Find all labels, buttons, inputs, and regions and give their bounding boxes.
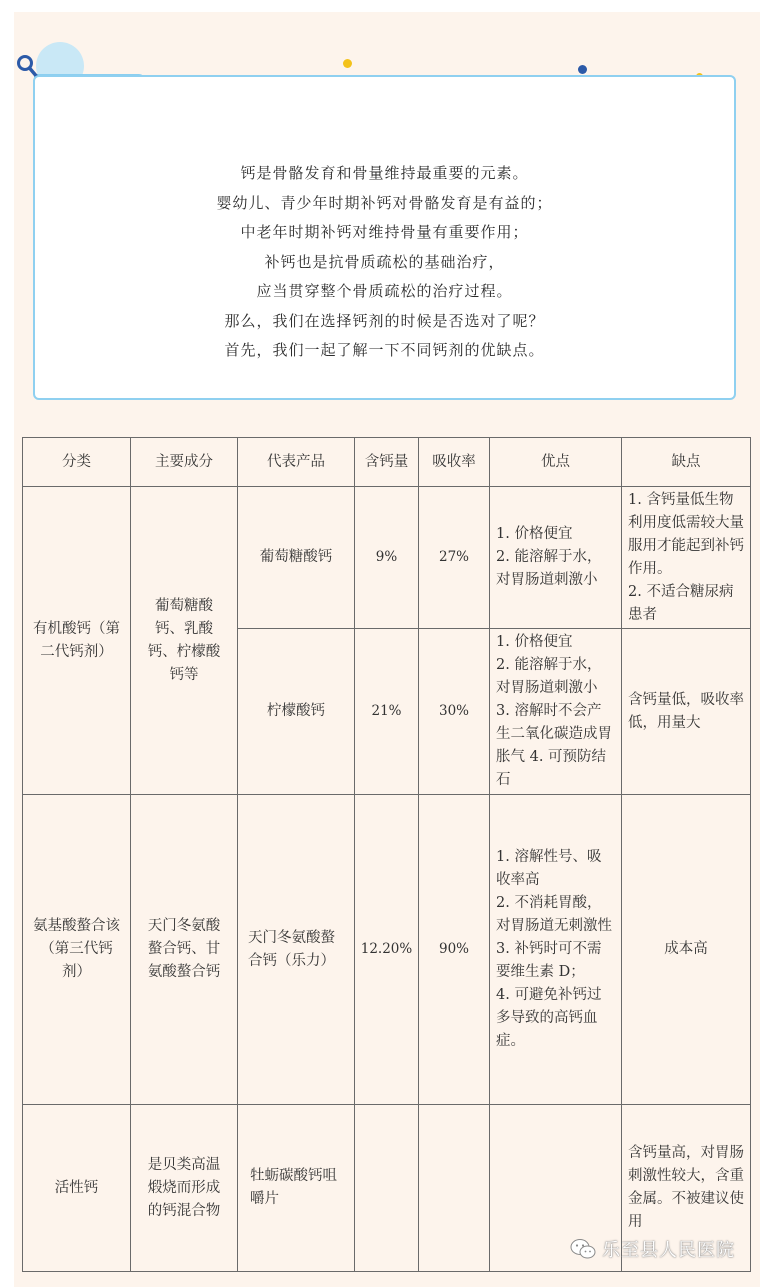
pros-item: 1. 溶解性号、吸收率高 [496, 849, 602, 888]
cons-cell: 含钙量高，对胃肠刺激性较大，含重金属。不被建议使用 [622, 1105, 751, 1272]
pros-item: 3. 溶解时不会产生二氧化碳造成胃胀气 4. 可预防结石 [496, 703, 612, 788]
intro-line: 补钙也是抗骨质疏松的基础治疗， [264, 252, 505, 271]
table-row [23, 795, 751, 1105]
category-cell: 活性钙 [23, 1105, 131, 1272]
category-cell: 氨基酸螯合该（第三代钙剂） [23, 795, 131, 1105]
header-pros: 优点 [490, 438, 622, 487]
calcium-content-cell [355, 1105, 419, 1272]
absorption-rate-cell: 27% [419, 487, 490, 629]
product-cell: 牡蛎碳酸钙咀嚼片 [238, 1105, 355, 1272]
product-cell: 天门冬氨酸螯合钙（乐力） [238, 795, 355, 1105]
cons-cell [622, 487, 751, 629]
intro-line: 首先，我们一起了解一下不同钙剂的优缺点。 [224, 341, 545, 359]
header-product: 代表产品 [238, 438, 355, 487]
intro-line: 那么，我们在选择钙剂的时候是否选对了呢？ [224, 311, 545, 330]
absorption-rate-cell: 30% [419, 629, 490, 795]
pros-item: 2. 能溶解于水，对胃肠道刺激小 [496, 549, 602, 588]
cons-cell [622, 629, 751, 795]
calcium-content-cell: 21% [355, 629, 419, 795]
pros-item: 2. 能溶解于水，对胃肠道刺激小 [496, 657, 602, 696]
pros-item: 3. 补钙时可不需要维生素 D； [496, 941, 602, 980]
header-calcium-content: 含钙量 [355, 438, 419, 487]
decorative-dot [578, 65, 587, 74]
watermark-text: 乐至县人民医院 [602, 1240, 735, 1261]
intro-card [33, 75, 736, 400]
pros-cell [490, 795, 622, 1105]
header-absorption-rate: 吸收率 [419, 438, 490, 487]
table-header-row [23, 438, 751, 487]
ingredients-cell: 葡萄糖酸钙、乳酸钙、柠檬酸钙等 [131, 487, 238, 795]
calcium-comparison-table [22, 437, 751, 1272]
product-cell: 葡萄糖酸钙 [238, 487, 355, 629]
decorative-dot [343, 59, 352, 68]
pros-cell [490, 629, 622, 795]
header-ingredients: 主要成分 [131, 438, 238, 487]
product-cell: 柠檬酸钙 [238, 629, 355, 795]
wechat-icon [570, 1238, 596, 1260]
intro-paragraph [35, 159, 734, 366]
calcium-content-cell: 12.20% [355, 795, 419, 1105]
wechat-watermark [570, 1236, 735, 1262]
header-category: 分类 [23, 438, 131, 487]
ingredients-cell: 天门冬氨酸螯合钙、甘氨酸螯合钙 [131, 795, 238, 1105]
cons-item: 1. 含钙量低生物利用度低需较大量服用才能起到补钙作用。 [628, 491, 744, 577]
intro-line: 钙是骨骼发育和骨量维持最重要的元素。 [240, 164, 529, 182]
cons-item: 含钙量低，吸收率低，用量大 [628, 691, 744, 731]
intro-line: 婴幼儿、青少年时期补钙对骨骼发育是有益的； [216, 193, 553, 212]
absorption-rate-cell [419, 1105, 490, 1272]
cons-item: 2. 不适合糖尿病患者 [628, 583, 734, 623]
pros-item: 1. 价格便宜 [496, 634, 573, 650]
absorption-rate-cell: 90% [419, 795, 490, 1105]
intro-line: 中老年时期补钙对维持骨量有重要作用； [240, 223, 529, 241]
intro-line: 应当贯穿整个骨质疏松的治疗过程。 [256, 282, 513, 300]
ingredients-cell: 是贝类高温煅烧而形成的钙混合物 [131, 1105, 238, 1272]
cons-cell: 成本高 [622, 795, 751, 1105]
header-cons: 缺点 [622, 438, 751, 487]
table-row [23, 487, 751, 629]
category-cell: 有机酸钙（第二代钙剂） [23, 487, 131, 795]
pros-item: 4. 可避免补钙过多导致的高钙血症。 [496, 987, 602, 1049]
pros-item: 1. 价格便宜 [496, 526, 573, 542]
pros-item: 2. 不消耗胃酸，对胃肠道无刺激性 [496, 895, 612, 934]
pros-cell [490, 487, 622, 629]
calcium-content-cell: 9% [355, 487, 419, 629]
